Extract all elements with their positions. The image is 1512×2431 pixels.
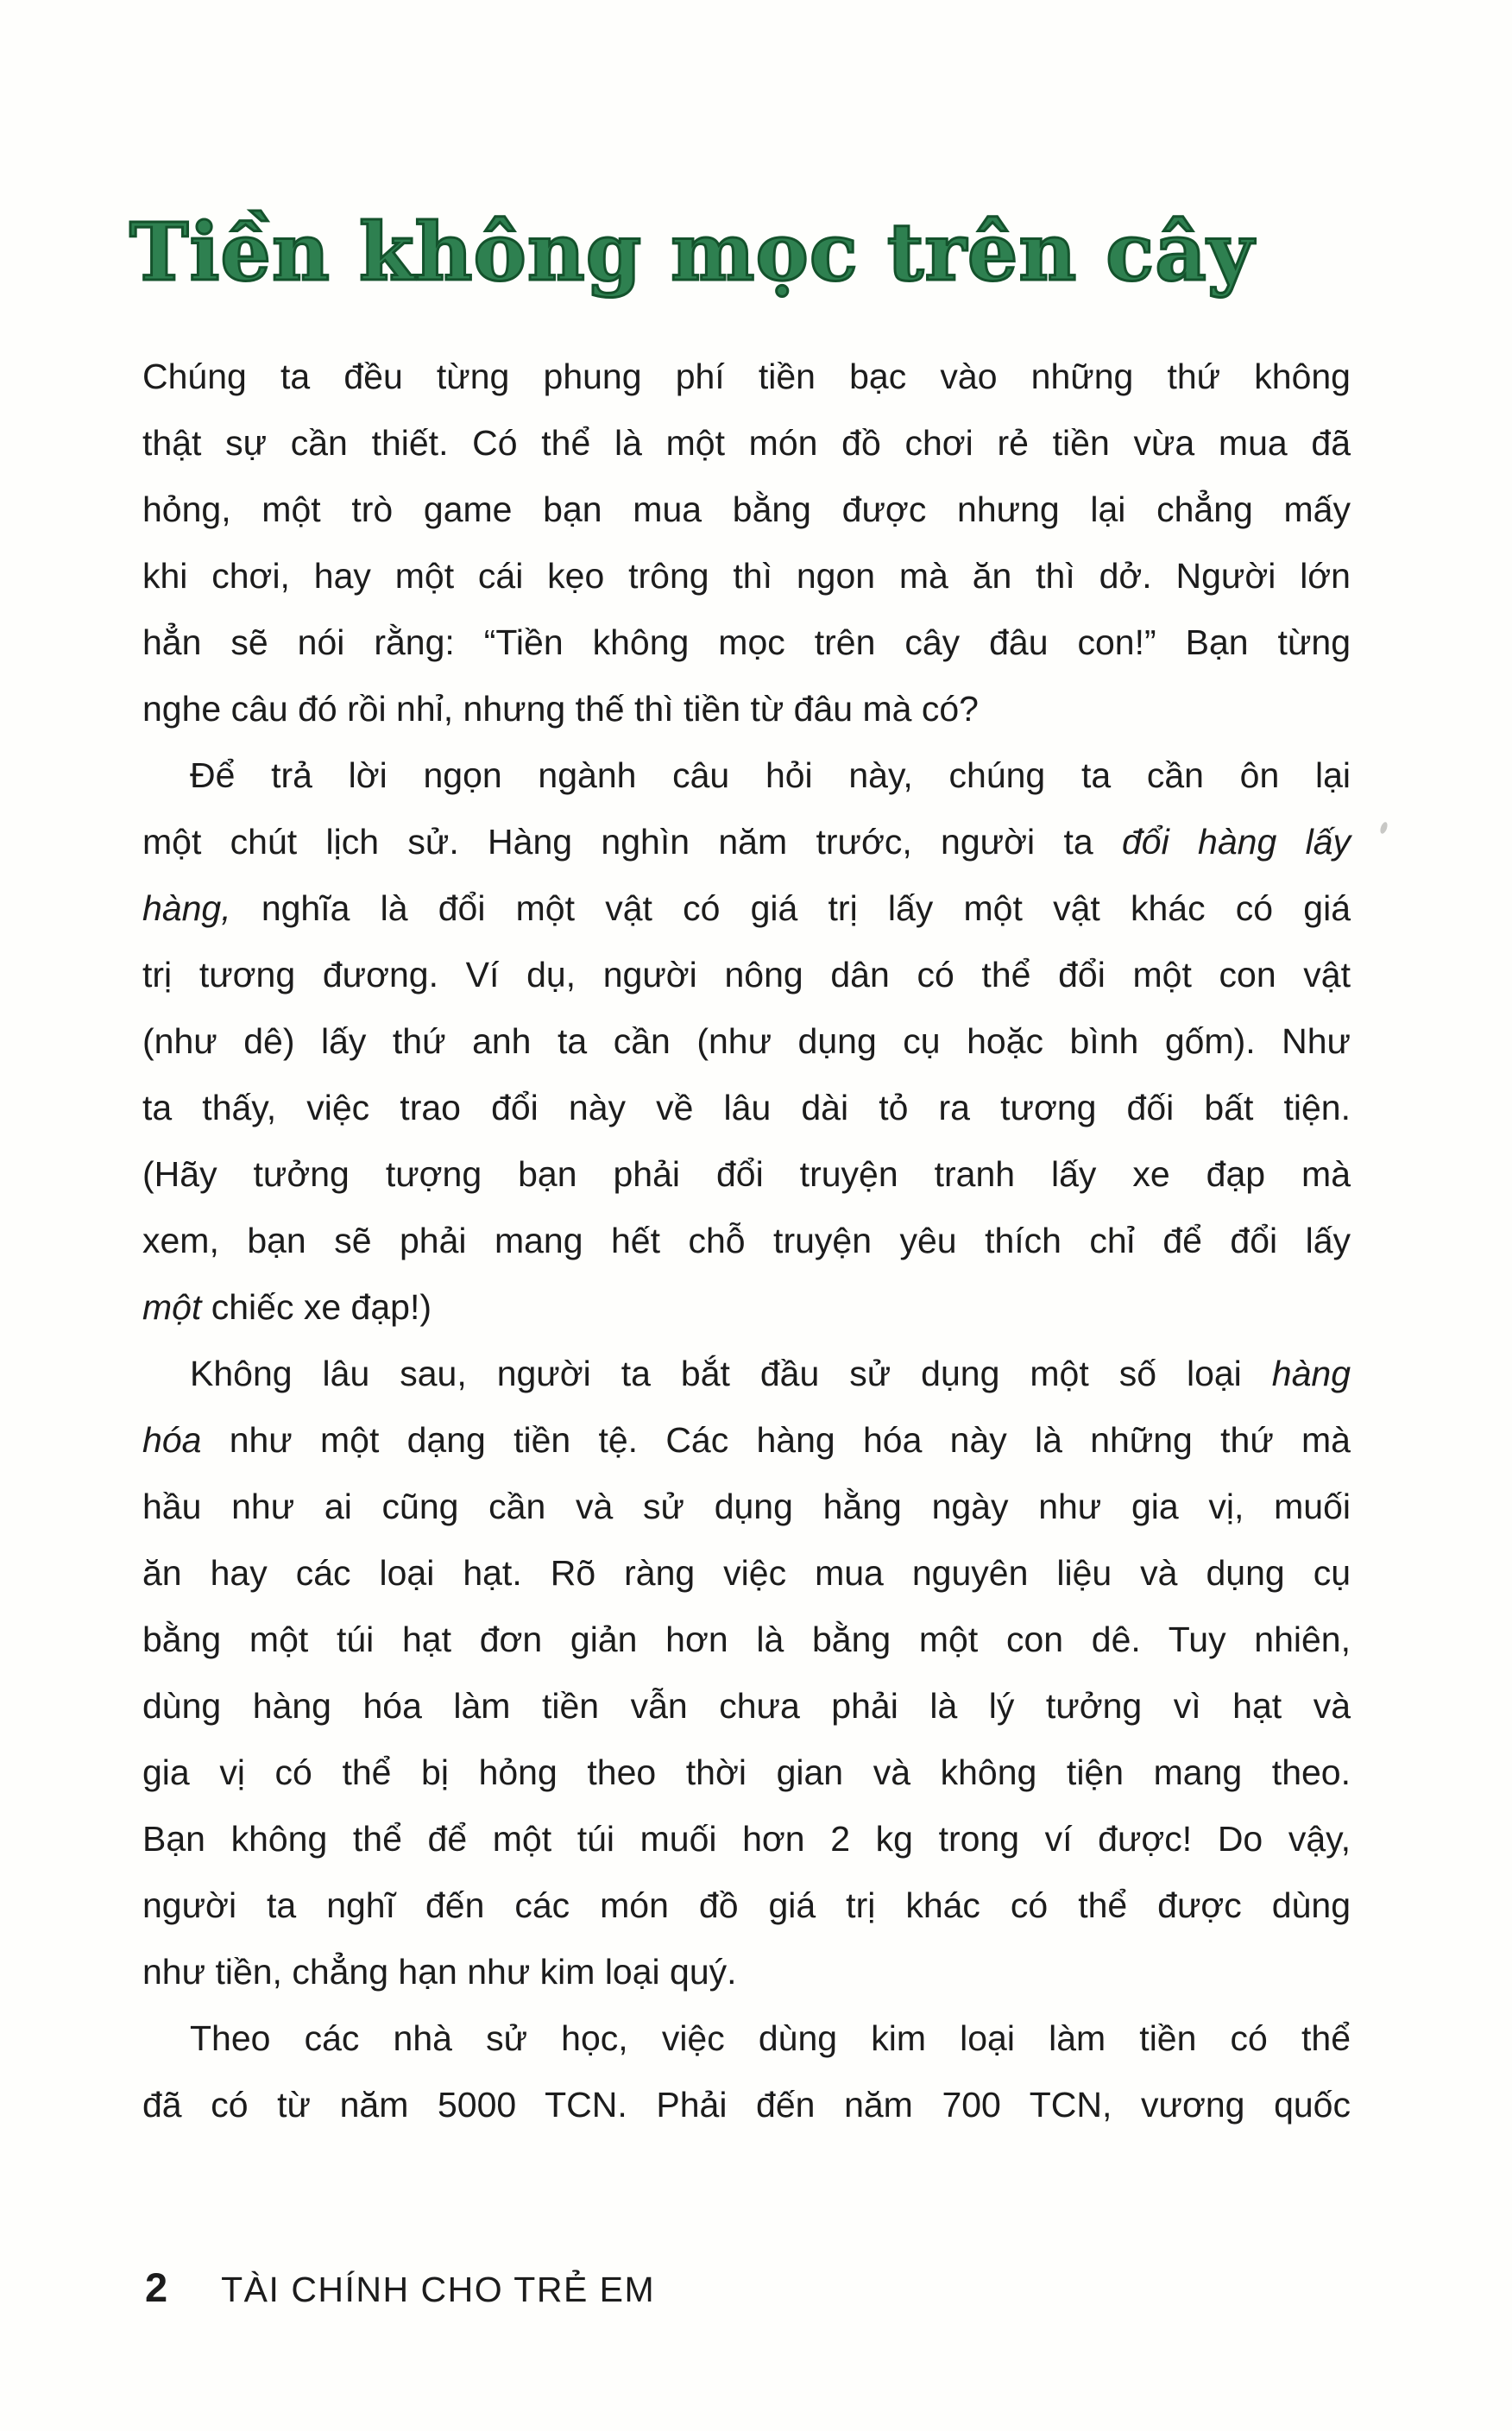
text-line	[142, 742, 1351, 809]
page-number: 2	[145, 2264, 168, 2310]
text-segment: ta thấy, việc trao đổi này về lâu dài tỏ ra tương đối bất tiện.	[142, 1088, 1351, 1127]
text-line	[142, 2005, 1351, 2072]
text-line	[142, 1341, 1351, 1407]
text-line	[142, 875, 1351, 942]
text-segment: hầu như ai cũng cần và sử dụng hằng ngày như gia vị, muối	[142, 1487, 1351, 1526]
text-line	[142, 1407, 1351, 1474]
text-segment: (như dê) lấy thứ anh ta cần (như dụng cụ hoặc bình gốm). Như	[142, 1021, 1351, 1061]
text-segment: nghĩa là đổi một vật có giá trị lấy một vật khác có giá	[230, 888, 1351, 928]
text-line	[142, 809, 1351, 875]
text-segment: (Hãy tưởng tượng bạn phải đổi truyện tranh lấy xe đạp mà	[142, 1154, 1351, 1194]
text-line	[142, 1939, 1351, 2005]
text-line	[142, 477, 1351, 543]
scan-artifact	[1379, 821, 1389, 835]
italic-text-segment: hàng,	[142, 888, 231, 928]
book-title: TÀI CHÍNH CHO TRẺ EM	[221, 2270, 656, 2309]
text-segment: đã có từ năm 5000 TCN. Phải đến năm 700 TCN, vương quốc	[142, 2085, 1351, 2125]
text-line	[142, 1141, 1351, 1208]
text-line	[142, 1274, 1351, 1341]
text-segment: nghe câu đó rồi nhỉ, nhưng thế thì tiền từ đâu mà có?	[142, 689, 979, 729]
text-line	[142, 1806, 1351, 1872]
text-line	[142, 1607, 1351, 1673]
text-line	[142, 1540, 1351, 1607]
text-segment: Theo các nhà sử học, việc dùng kim loại làm tiền có thể	[190, 2018, 1351, 2058]
text-line	[142, 1740, 1351, 1806]
text-segment: hẳn sẽ nói rằng: “Tiền không mọc trên cây đâu con!” Bạn từng	[142, 622, 1351, 662]
text-segment: người ta nghĩ đến các món đồ giá trị khác có thể được dùng	[142, 1885, 1351, 1925]
text-segment: dùng hàng hóa làm tiền vẫn chưa phải là lý tưởng vì hạt và	[142, 1686, 1351, 1726]
text-segment: hỏng, một trò game bạn mua bằng được nhưng lại chẳng mấy	[142, 489, 1351, 529]
text-line	[142, 410, 1351, 477]
text-line	[142, 676, 1351, 742]
text-segment: gia vị có thể bị hỏng theo thời gian và không tiện mang theo.	[142, 1752, 1351, 1792]
text-line	[142, 1008, 1351, 1075]
text-line	[142, 1474, 1351, 1540]
text-line	[142, 942, 1351, 1008]
page-title: Tiền không mọc trên cây	[129, 205, 1255, 299]
text-segment: bằng một túi hạt đơn giản hơn là bằng một con dê. Tuy nhiên,	[142, 1620, 1351, 1659]
text-line	[142, 543, 1351, 609]
italic-text-segment: hóa	[142, 1420, 202, 1460]
italic-text-segment: một	[142, 1287, 202, 1327]
italic-text-segment: hàng	[1271, 1354, 1351, 1393]
text-segment: một chút lịch sử. Hàng nghìn năm trước, người ta	[142, 822, 1122, 862]
text-segment: ăn hay các loại hạt. Rõ ràng việc mua nguyên liệu và dụng cụ	[142, 1553, 1351, 1593]
page-body	[142, 344, 1351, 2138]
text-segment: thật sự cần thiết. Có thể là một món đồ chơi rẻ tiền vừa mua đã	[142, 423, 1351, 463]
text-segment: như một dạng tiền tệ. Các hàng hóa này là những thứ mà	[201, 1420, 1351, 1460]
text-line	[142, 1075, 1351, 1141]
text-segment: như tiền, chẳng hạn như kim loại quý.	[142, 1952, 737, 1992]
text-line	[142, 1673, 1351, 1740]
text-segment: Chúng ta đều từng phung phí tiền bạc vào những thứ không	[142, 357, 1351, 396]
text-line	[142, 2072, 1351, 2138]
text-segment: xem, bạn sẽ phải mang hết chỗ truyện yêu thích chỉ để đổi lấy	[142, 1221, 1351, 1260]
text-segment: khi chơi, hay một cái kẹo trông thì ngon mà ăn thì dở. Người lớn	[142, 556, 1351, 596]
text-segment: Không lâu sau, người ta bắt đầu sử dụng một số loại	[190, 1354, 1272, 1393]
text-line	[142, 1208, 1351, 1274]
text-segment: chiếc xe đạp!)	[201, 1287, 432, 1327]
text-line	[142, 609, 1351, 676]
text-line	[142, 1872, 1351, 1939]
text-segment: trị tương đương. Ví dụ, người nông dân có thể đổi một con vật	[142, 955, 1351, 994]
text-segment: Bạn không thể để một túi muối hơn 2 kg trong ví được! Do vậy,	[142, 1819, 1351, 1859]
page-footer	[145, 2264, 655, 2311]
italic-text-segment: đổi hàng lấy	[1121, 822, 1351, 862]
text-segment: Để trả lời ngọn ngành câu hỏi này, chúng ta cần ôn lại	[190, 755, 1351, 795]
text-line	[142, 344, 1351, 410]
